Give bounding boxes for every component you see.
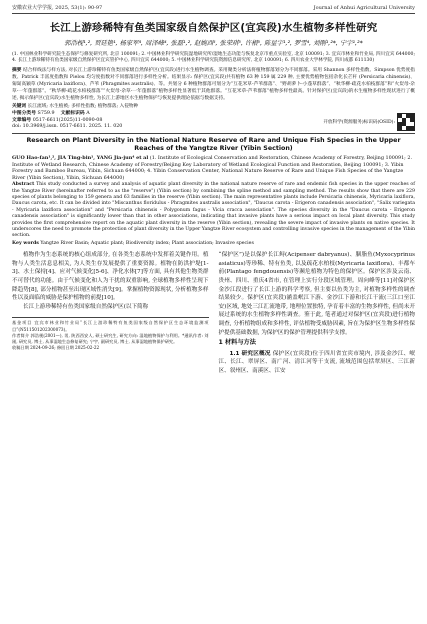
doc-code-label: 文章编号	[12, 117, 32, 123]
divider	[12, 133, 415, 134]
doc-code-value: 0517-6611(2025)11-0090-08	[32, 117, 103, 123]
clc-value: S759.9	[37, 110, 55, 116]
osid-label: 开放科学(资源服务)标识码(OSID):	[323, 120, 395, 126]
abstract-en-text: This study conducted a survey and analysis of aquatic plant diversity in the national nature reserve of rare and endemic fish species in the upper reaches of the Yangtze River (hereinafter referred to as the "reserve") (Yibin section) by combining the spline method and sampling method. The results show that there are 229 species of plants belonging to 159 genera and 63 families in the reserve (Yibin section). The main representative plants include Persicaria chinensis, Myricaria laxiflora, Daucus carota, etc. It can be divided into "Miscanthus floridulus - Phragmites australis association", "Daucus carota - Erigeron canadensis association", "Salix variegata - Myricaria laxiflora association" and "Persicaria chinensis - Polygonum fagus - Vicia cracca association". The species diversity in the "Daucus carota - Erigeron canadensis association" is significantly lower than that in other associations, indicating that invasive plants have a serious impact on local plant diversity. This study provides the first comprehensive report on the aquatic plant diversity in the reserve (Yibin section), revealing the severe impact of invasive plants on native species. It underscores the need to promote the protection of plant diversity in the Upper Yangtze River ecosystem and controlling invasive species in the management of the Yibin section.	[12, 182, 415, 239]
body-paragraph: 长江上游珍稀特有鱼类国家级自然保护区(以下简称	[23, 303, 149, 310]
footnote-author: 作者简介 郭浩枧(2001—), 男, 陕西西安人, 硕士研究生, 研究方向: 湿地植物保护与利用。*通讯作者: 刘刚, 研究员, 博士, 从事湿地生态修复研究; 宁宇, 副研究员, 博士, 从事湿地植物保护研究。	[12, 332, 209, 344]
header-right: Journal of Anhui Agricultural University	[313, 4, 415, 11]
keywords-cn	[12, 104, 415, 111]
doi-text[interactable]: doi: 10.3969/j.issn. 0517-6611. 2025. 11. 020	[12, 124, 123, 130]
keywords-cn-text: 长江流域; 水生植被; 多样性指数; 植物群落; 入侵物种	[27, 103, 139, 109]
abstract-cn-label: 摘要	[12, 68, 22, 74]
section-heading: 1 材料与方法	[218, 339, 256, 347]
abstract-cn	[12, 68, 415, 103]
article-title-en: Research on Plant Diversity in the National Nature Reserve of Rare and Unique Fish Species in the Upper Reaches of the Yangtze River (Yibin Section)	[26, 137, 401, 153]
doc-label: 文献标识码	[60, 110, 85, 116]
body-paragraph	[219, 350, 416, 376]
authors-en-block	[12, 155, 415, 181]
keywords-en-text: Yangtze River Basin; Aquatic plant; Biodiversity index; Plant association; Invasive species	[40, 240, 254, 246]
authors-cn: 郭浩枧¹,², 贾廷艳¹, 杨家军⁴, 周泽峰⁴, 张磊¹,², 赵婉西⁵, 张荣琪⁵, 许根⁵, 陈星宇¹,², 罗雪⁴, 刘刚¹,²*, 宁宇¹,²*	[64, 40, 363, 47]
keywords-en-label: Key words	[12, 240, 39, 246]
keywords-en	[12, 241, 415, 247]
body-paragraph: “保护区”)是以保护长江鲟(Acipenser dabryanus)、胭脂鱼(Myxocyprinus asiaticus)等珍稀、特有鱼类, 以及疏花水柏枝(Myricaria laxiflora)、丰都车前(Plantago fengdouensis)等濒危植物为特色的保护区。保护区涉及云南、贵州、四川、重庆4省市, 在管理上实行分段区域管理。周向峰等[11]对保护区金沙江段进行了长江上游的科学考察, 但主要以鱼类为主, 对植物多样性的调查结果较少。保护区(宜宾段)涵盖岷江下游、金沙江下游和长江干流(三江口至江安)区域, 地处三江汇流地带, 地理位置独特, 孕育着丰富的生物多样性, 但尚未开展过系统的水生植物多样性调查。鉴于此, 笔者通过对保护区(宜宾段)进行植物调查, 分析植物组成和多样性, 评估植物受威胁因素, 旨在为保护区生物多样性保护提供基础数据, 为保护区的保护管理提供科学支撑。	[218, 252, 415, 336]
running-header	[12, 4, 415, 14]
body-columns	[12, 251, 415, 375]
abstract-en-label: Abstract	[12, 182, 35, 188]
body-column-right	[219, 251, 416, 375]
footnote-funding: 基金项目 宜宾市林业和竹业局“长江上游珍稀特有鱼类国家级自然保护区生态环境监测项目”(N511501202300073)。	[12, 320, 209, 332]
body-paragraph: 植物作为生态系统的核心组成部分, 在各类生态系统中发挥着关键作用。植物与人类生活息息相关, 为人类生存发展提供了重要资源。植物在防洪护堤[1-3]、水土保持[4]、应对气候变化[5-6]、净化水体[7]等方面, 具有其他生物类群不可替代的功能。由于气候变化和人为干扰的双重影响, 全球植物多样性呈现下降趋势[8], 部分植物甚至出现区域性消失[9]。掌握植物资源现状, 分析植物多样性以及面临的威胁是保护植物的前提[10]。	[12, 252, 209, 302]
footnotes	[12, 317, 209, 351]
clc-label: 中图分类号	[12, 110, 36, 116]
subsection-text: 保护区(宜宾段)位于四川省宜宾市境内, 涉及金沙江、岷江、长江、翠屏区、南广河、清江河等干支流, 流域范围包括翠屏区、三江新区、叙州区、南溪区、江安	[218, 350, 416, 374]
footnote-dates: 收稿日期 2024-09-26; 修回日期 2025-02-22	[12, 345, 100, 351]
body-column-left	[12, 251, 209, 375]
osid-box	[323, 113, 415, 131]
subsection-heading: 1.1 研究区概况	[229, 350, 271, 357]
abstract-cn-text: 结合样线法与样方法, 对长江上游珍稀特有鱼类国家级自然保护区(宜宾段)进行水生植物调查。采用聚类分析法将植物群落划分为不同群落。采用 Shannon 多样性指数、Simpson 优势度指数、Patrick 丰富度指数和 Pielou 均匀度指数对不同群落进行多样性分析。结果显示: 保护区(宜宾段)共有植物 63 种 159 属 229 种, 主要优势植物包括杂化长芒秆 (Persicaria chinensis)、匍匐高颖草 (Myricaria laxiflora)、芦苇 (Phragmites australis)、等。共划分 6 种植物群落可划分为“互花米草-芦苇群落”、“野胡萝卜-小蓬草群落”、“秋华柳-疏花水柏枝群落”和“火炭母-杂草-一年蓬群落”。“秋华柳-疏花水柏枝群落”“火炭母-杂草-一年蓬群落”植物多样性显著低于其他群落。“互花米草-芦苇群落”植物多样性最高。针对保护区(宜宾段)的水生植物多样性现状进行了概述, 揭示保护区(宜宾段)水生植物多样性, 为长江上游地区水生植物保护与恢复提供理论依据与数据支持。	[12, 68, 415, 101]
doc-value: A	[86, 110, 90, 116]
qr-code-icon[interactable]	[397, 113, 415, 131]
meta-row	[12, 111, 415, 131]
authors-en: GUO Hao-fan¹,², JIA Ting-bin¹, YANG Jia-jun⁴ et al	[12, 155, 149, 162]
article-title-cn: 长江上游珍稀特有鱼类国家级自然保护区(宜宾段)水生植物多样性研究	[49, 22, 378, 34]
keywords-cn-label: 关键词	[12, 103, 27, 109]
affiliations-cn: (1. 中国林业科学研究院生态保护与修复研究所, 北京 100091; 2. 中国林业科学研究院湿地研究所/湿地生态功能与恢复北京市重点实验室, 北京 100091; 3. 宜宾市林业和竹业局, 四川宜宾 644000; 4. 长江上游珍稀特有鱼类国家级自然保护区宜宾管护中心, 四川宜宾 644000; 5. 中国林业科学研究院资源信息研究所, 北京 100091; 6. 四川农业大学林学院, 四川成都 611130)	[12, 51, 415, 63]
abstract-en	[12, 182, 415, 240]
affiliation-en: (1. Institute of Ecological Conservation and Restoration, Chinese Academy of Forestry, Beijing 100091; 2. Institute of Wetland Research, Chinese Academy of Forestry/Beijing Key Laboratory of Wetland Ecological Function and Restoration, Beijing 100091; 3. Yibin Forestry and Bamboo Bureau, Yibin, Sichuan 644000; 4. Yibin Conservation Center, National Nature Reserve of Rare and Unique Fish Species of the Yangtze River (Yibin Section), Yibin, Sichuan 644000)	[12, 155, 413, 181]
header-left: 安徽农业大学学报, 2025, 53(1): 90-97	[12, 5, 103, 11]
meta-cn	[12, 111, 122, 131]
